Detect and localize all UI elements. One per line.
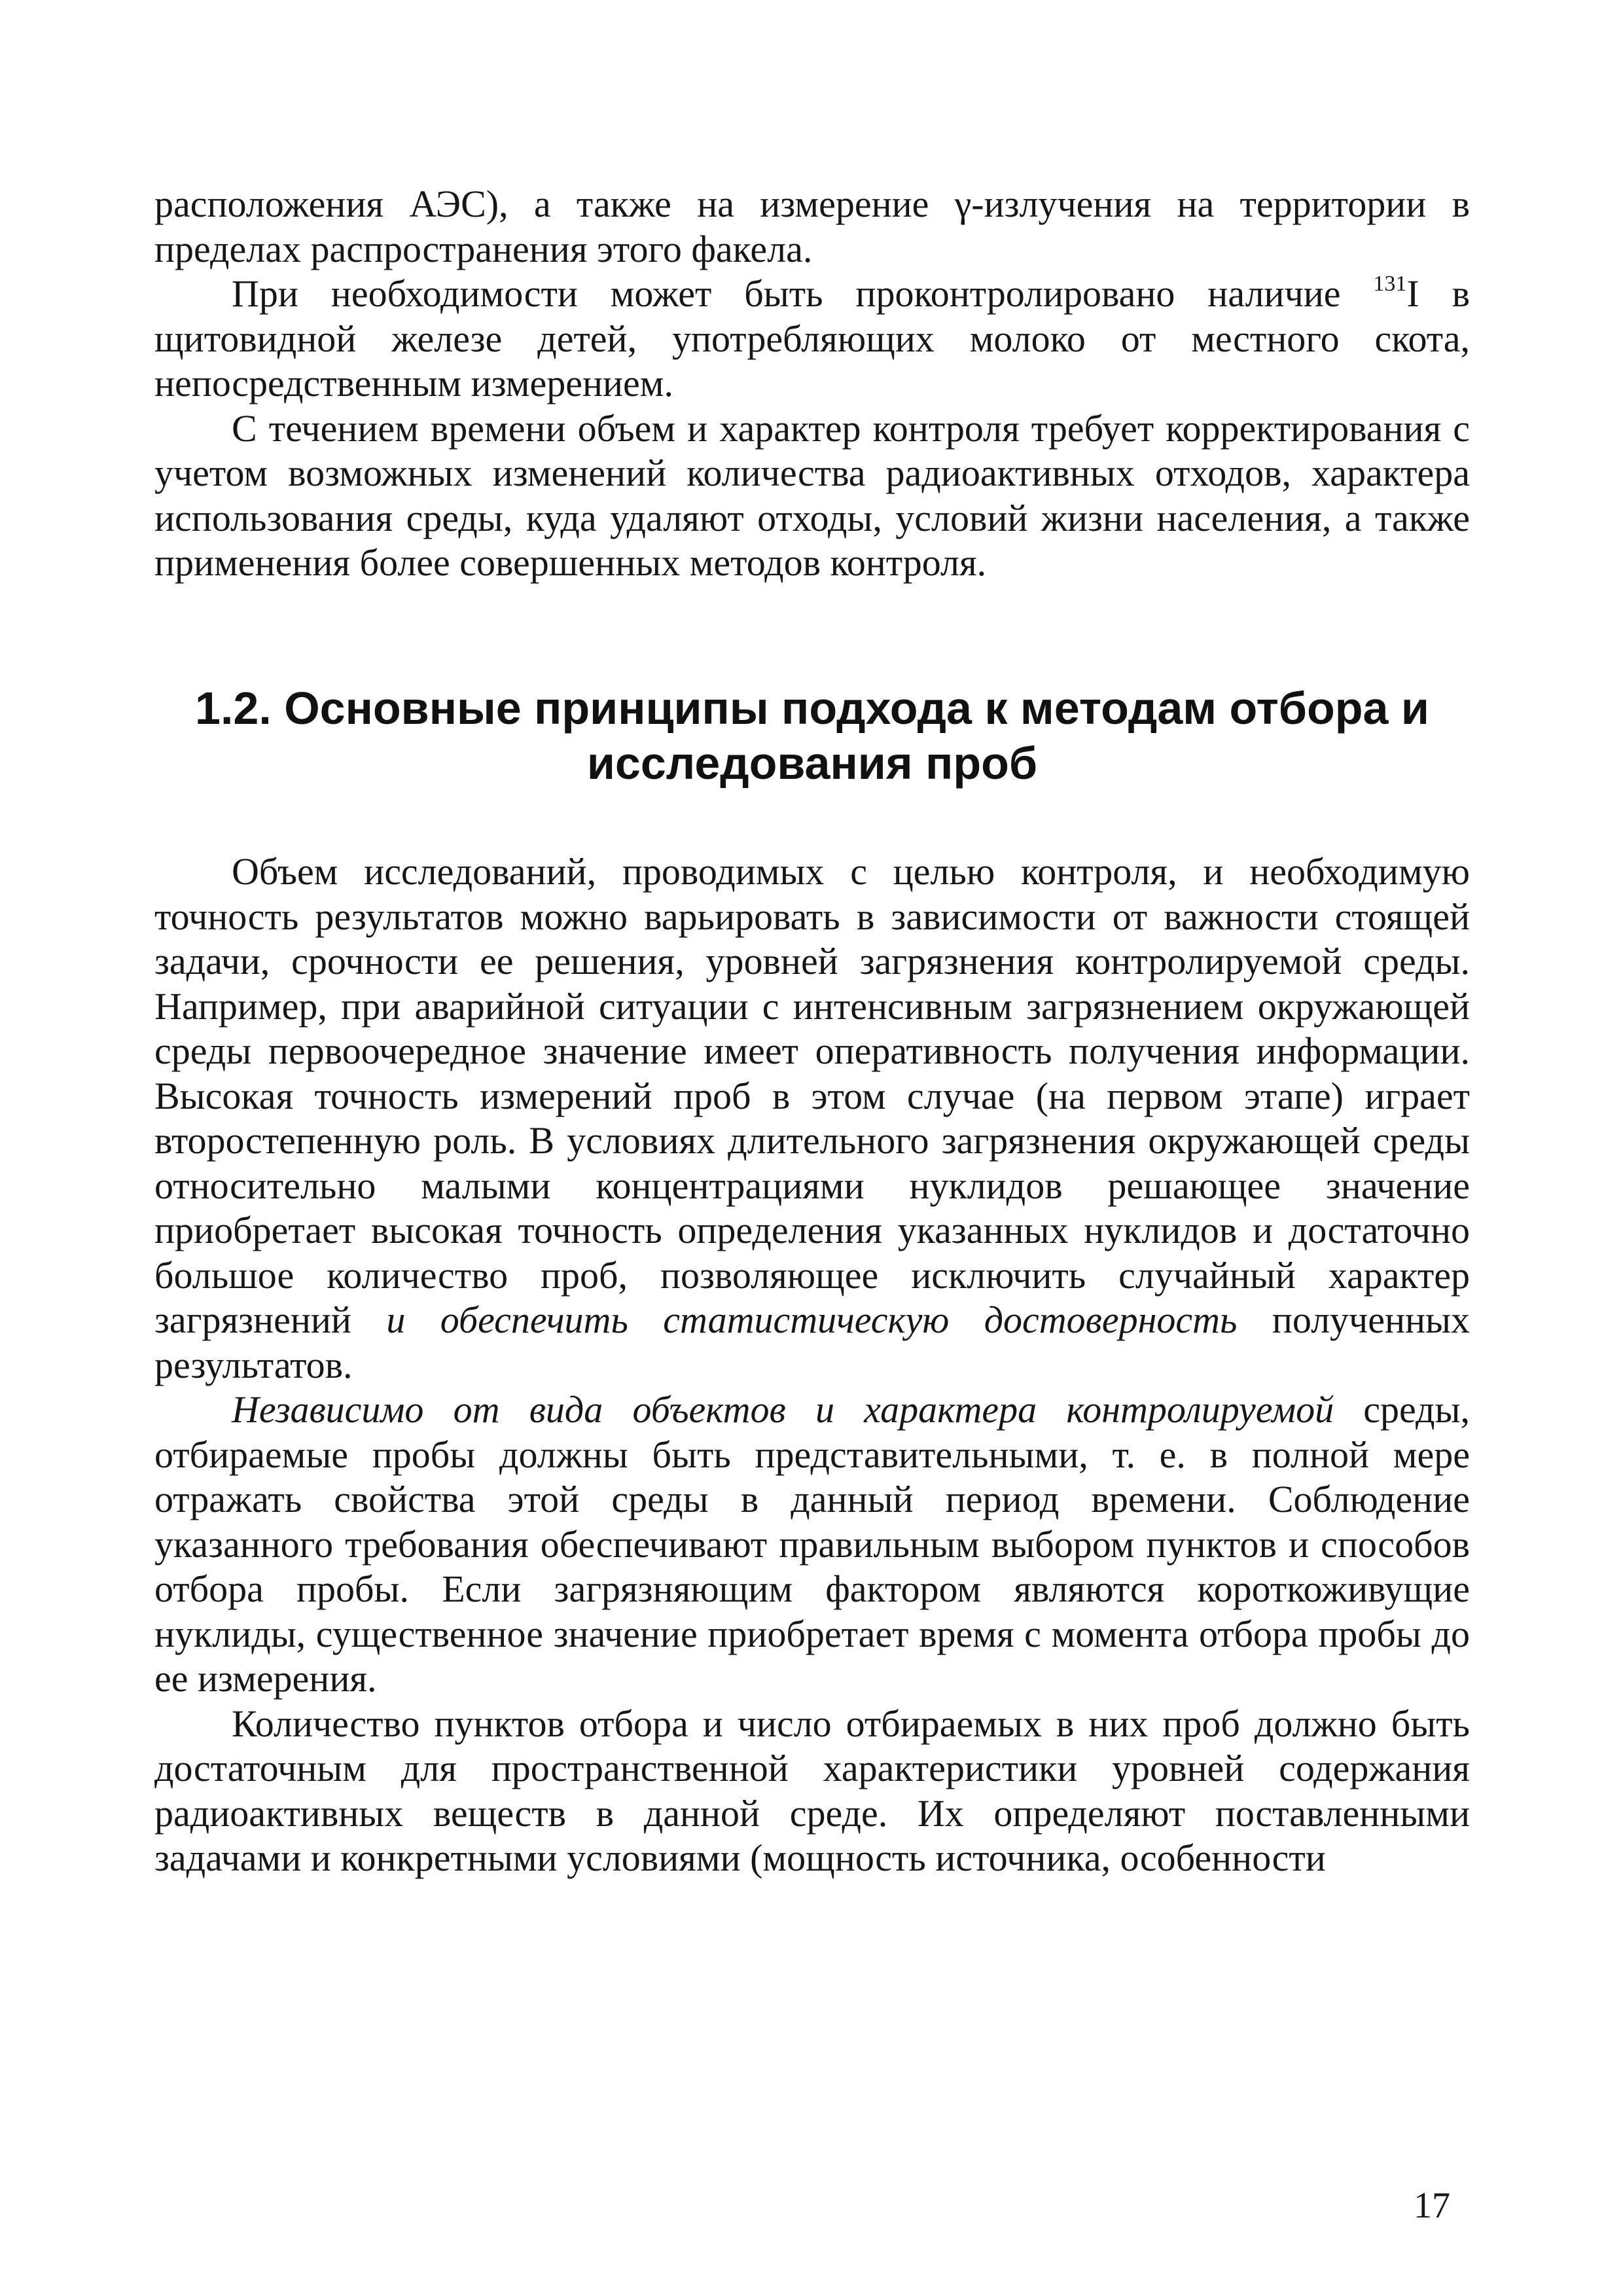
section-paragraph-2-italic: Независимо от вида объектов и характера контролируемой [232,1388,1334,1431]
page-number: 17 [1414,2185,1450,2226]
section-paragraph-1-italic: и обеспечить статистическую достоверность [386,1299,1238,1341]
section-paragraph-2 [154,1388,1470,1702]
section-paragraph-1 [154,850,1470,1388]
intro-text-block [154,182,1470,586]
section-text-block [154,850,1470,1881]
section-paragraph-1-main: Объем исследований, проводимых с целью контроля, и необходимую точность результатов можно варьировать в зависимости от важности стоящей задачи, срочности ее решения, уровней загрязнения контролируемой среды. Например, при аварийной ситуации с интенсивным загрязнением окружающей среды первоочередное значение имеет оперативность получения информации. Высокая точность измерений проб в этом случае (на первом этапе) играет второстепенную роль. В условиях длительного загрязнения окружающей среды относительно малыми концентрациями нуклидов решающее значение приобретает высокая точность определения указанных нуклидов и достаточно большое количество проб, позволяющее исключить случайный характер загрязнений [154,850,1470,1341]
section-paragraph-3: Количество пунктов отбора и число отбираемых в них проб должно быть достаточным для пространственной характеристики уровней содержания радиоактивных веществ в данной среде. Их определяют поставленными задачами и конкретными условиями (мощность источника, особенности [154,1702,1470,1879]
intro-paragraph-3: С течением времени объем и характер контроля требует корректирования с учетом возможных изменений количества радиоактивных отходов, характера использования среды, куда удаляют отходы, условий жизни населения, а также применения более совершенных методов контроля. [154,406,1470,584]
section-paragraph-1-tail: полученных результатов. [154,1299,1470,1386]
section-heading: 1.2. Основные принципы подхода к методам отбора и исследования проб [195,683,1429,789]
section-paragraph-2-main: среды, отбираемые пробы должны быть представительными, т. е. в полной мере отражать свойства этой среды в данный период времени. Соблюдение указанного требования обеспечивают правильным выбором пунктов и способов отбора пробы. Если загрязняющим фактором являются короткоживущие нуклиды, существенное значение приобретает время с момента отбора пробы до ее измерения. [154,1388,1470,1700]
isotope-mass-number: 131 [1373,272,1407,296]
intro-paragraph-2-start: При необходимости может быть проконтролировано наличие [232,272,1374,315]
intro-paragraph-1: расположения АЭС), а также на измерение γ-излучения на территории в пределах распространения этого факела. [154,183,1470,270]
intro-paragraph-2-end: I в щитовидной железе детей, употребляющих молоко от местного скота, непосредственным измерением. [154,272,1470,404]
intro-paragraph-2 [154,272,1470,406]
